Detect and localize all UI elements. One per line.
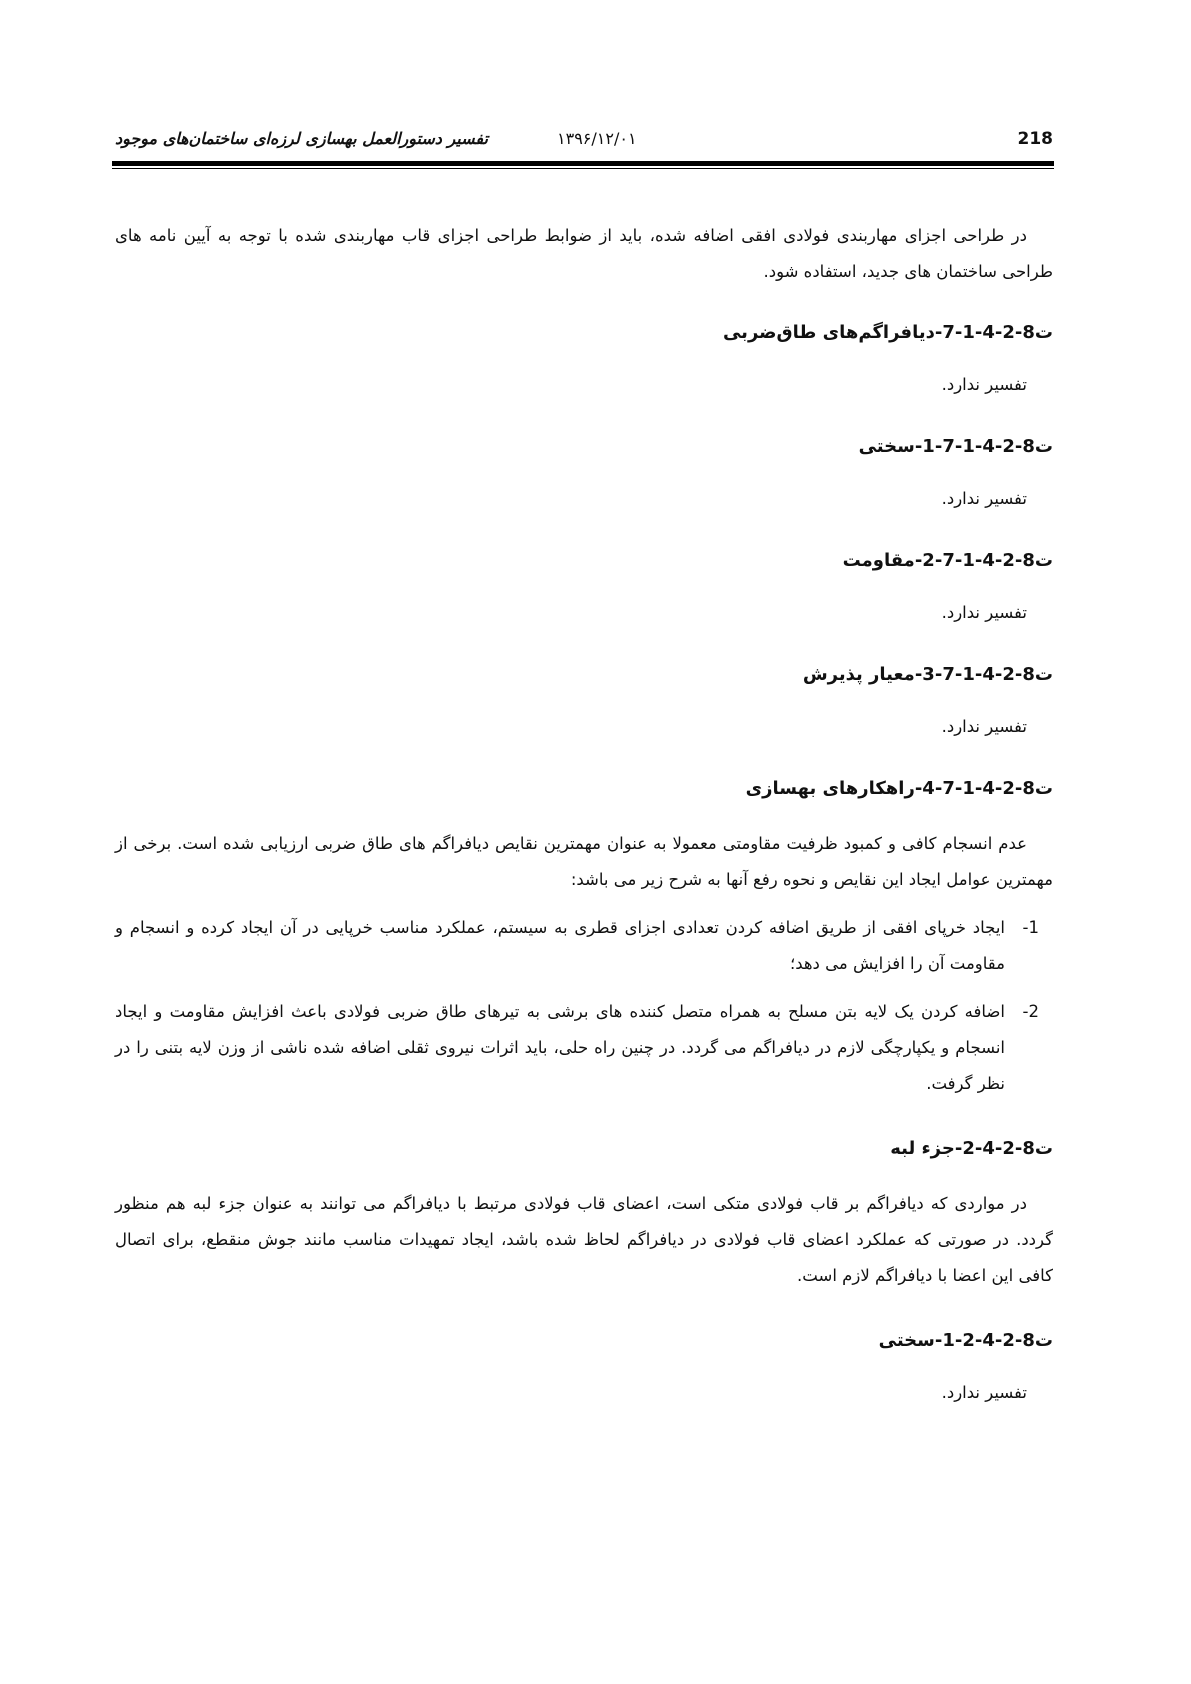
- retrofit-paragraph: عدم انسجام کافی و کمبود ظرفیت مقاومتی معمولا به عنوان مهمترین نقایص دیافراگم های طاق ضربی ارزیابی شده است. برخی از مهمترین عوامل ایجاد این نقایص و نحوه رفع آنها به شرح زیر می باشد:: [115, 834, 1053, 889]
- section-heading-retrofit: ت8-2-4-1-7-4-راهکارهای بهسازی: [745, 778, 1053, 799]
- section-note: تفسیر ندارد.: [941, 489, 1027, 508]
- retrofit-list: [115, 910, 1053, 1102]
- section-heading-edge-member: ت8-2-4-2-جزء لبه: [890, 1138, 1053, 1159]
- page-body: [115, 218, 1053, 1408]
- section-heading-edge-stiffness: ت8-2-4-2-1-سختی: [878, 1330, 1053, 1351]
- section-heading-vault-diaphragms: ت8-2-4-1-7-دیافراگم‌های طاق‌ضربی: [722, 322, 1053, 343]
- section-note: تفسیر ندارد.: [941, 1383, 1027, 1402]
- header-rule-thin: [112, 168, 1054, 169]
- section-heading-stiffness: ت8-2-4-1-7-1-سختی: [858, 436, 1053, 457]
- section-note: تفسیر ندارد.: [941, 717, 1027, 736]
- list-number: -2: [1022, 1002, 1039, 1021]
- list-item: [115, 994, 1041, 1102]
- section-heading-strength: ت8-2-4-1-7-2-مقاومت: [842, 550, 1053, 571]
- intro-paragraph: در طراحی اجزای مهاربندی فولادی افقی اضافه شده، باید از ضوابط طراحی اجزای قاب مهاربندی شده با توجه به آیین نامه های طراحی ساختمان های جدید، استفاده شود.: [115, 226, 1053, 281]
- list-text: اضافه کردن یک لایه بتن مسلح به همراه متصل کننده های برشی به تیرهای طاق ضربی فولادی باعث افزایش مقاومت و ایجاد انسجام و یکپارچگی لازم در دیافراگم می گردد. در چنین راه حلی، باید اثرات نیروی ثقلی اضافه شده ناشی از وزن لایه بتنی را در نظر گرفت.: [115, 1002, 1005, 1093]
- list-text: ایجاد خرپای افقی از طریق اضافه کردن تعدادی اجزای قطری به سیستم، عملکرد مناسب خرپایی در آن ایجاد کرده و انسجام و مقاومت آن را افزایش می دهد؛: [115, 918, 1005, 973]
- list-number: -1: [1022, 918, 1039, 937]
- header-date: ۱۳۹۶/۱۲/۰۱: [557, 129, 637, 148]
- edge-paragraph: در مواردی که دیافراگم بر قاب فولادی متکی است، اعضای قاب فولادی مرتبط با دیافراگم می توانند به عنوان جزء لبه هم منظور گردد. در صورتی که عملکرد اعضای قاب فولادی در دیافراگم لحاظ شده باشد، ایجاد تمهیدات مناسب مانند جوش منقطع، برای اتصال کافی این اعضا با دیافراگم لازم است.: [115, 1194, 1053, 1285]
- section-note: تفسیر ندارد.: [941, 375, 1027, 394]
- list-item: [115, 910, 1041, 982]
- section-heading-acceptance: ت8-2-4-1-7-3-معیار پذیرش: [802, 664, 1053, 685]
- section-note: تفسیر ندارد.: [941, 603, 1027, 622]
- page-number: 218: [1017, 129, 1053, 149]
- running-title: تفسیر دستورالعمل بهسازی لرزه‌ای ساختمان‌های موجود: [115, 129, 488, 148]
- header-rule-thick: [112, 161, 1054, 166]
- page-header: [115, 125, 1053, 157]
